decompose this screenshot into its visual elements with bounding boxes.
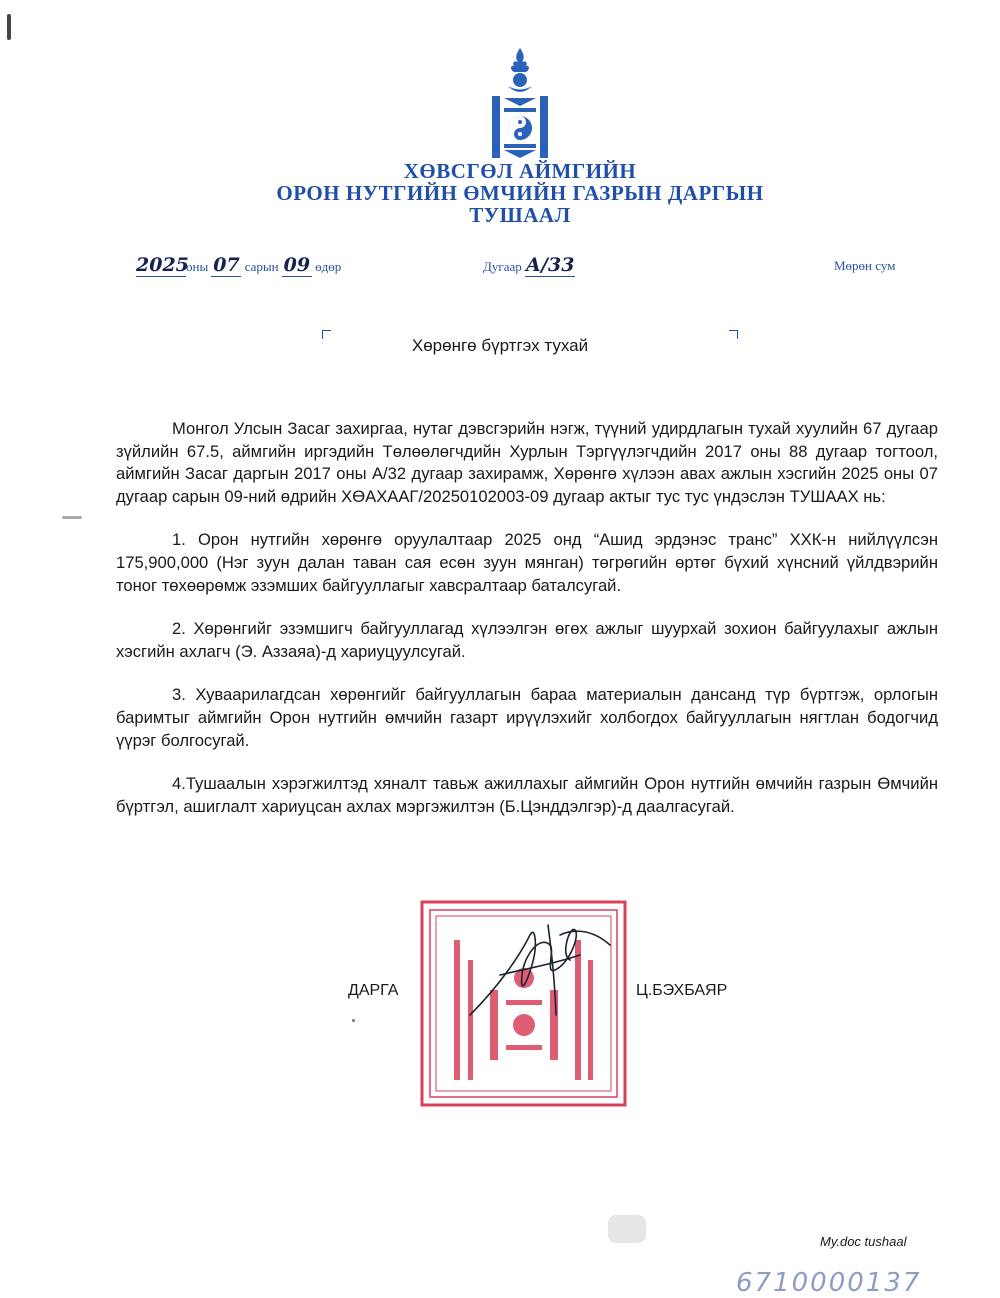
paragraph-item-3: 3. Хуваарилагдсан хөрөнгийг байгууллагын бараа материалын дансанд түр бүртгэж, орлогын баримтыг аймгийн Орон нутгийн өмчийн газарт ирүүлэхийг холбогдох байгууллагын нягтлан бодогчид үүрэг болгосугай.	[116, 685, 938, 750]
paragraph-item-1: 1. Орон нутгийн хөрөнгө оруулалтаар 2025 онд “Ашид эрдэнэс транс” ХХК-н нийлүүлсэн 175,900,000 (Нэг зуун далан таван сая есөн зуун мянган) төгрөгийн өртөг бүхий хүнсний үйлдвэрийн тоног төхөөрөмж эзэмших байгууллагыг хавсралтаар баталсугай.	[116, 530, 938, 595]
signatory-name: Ц.БЭХБАЯР	[636, 982, 728, 999]
scan-smudge	[608, 1215, 646, 1243]
date-month: 07	[213, 254, 240, 276]
date-month-label: сарын	[244, 259, 279, 274]
date-year: 2025	[136, 254, 189, 276]
date-day-label: өдөр	[315, 259, 342, 274]
soyombo-emblem-icon	[488, 46, 552, 162]
paragraph-preamble: Монгол Улсын Засаг захиргаа, нутаг дэвсгэрийн нэгж, түүний удирдлагын тухай хуулийн 67 дугаар зүйлийн 67.5, аймгийн иргэдийн Төлөөлөгчдийн Хурлын Тэргүүлэгчдийн 2017 оны 88 дугаар тогтоол, аймгийн Засаг даргын 2017 оны А/32 дугаар захирамж, Хөрөнгө хүлээн авах ажлын хэсгийн 2025 оны 07 дугаар сарын 09-ний өдрийн ХӨАХААГ/20250102003-09 дугаар актыг тус тус үндэслэн ТУШААХ нь:	[116, 419, 938, 506]
paragraph-item-2: 2. Хөрөнгийг эзэмшигч байгууллагад хүлээлгэн өгөх ажлыг шуурхай зохион байгуулахыг ажлын хэсгийн ахлагч (Э. Аззаяа)-д хариуцуулсугай.	[116, 619, 938, 661]
scan-mark	[7, 14, 11, 40]
issue-date	[136, 254, 341, 277]
header-line-2: ОРОН НУТГИЙН ӨМЧИЙН ГАЗРЫН ДАРГЫН	[276, 181, 764, 205]
number-label: Дугаар	[483, 259, 522, 274]
place: Мөрөн сум	[834, 258, 896, 273]
header-line-3: ТУШААЛ	[469, 203, 571, 227]
document-body	[116, 418, 938, 839]
header-line-1: ХӨВСГӨЛ АЙМГИЙН	[403, 159, 637, 183]
document-number	[483, 254, 575, 277]
serial-number: 6710000137	[736, 1268, 922, 1298]
scan-speck	[62, 516, 82, 519]
document-header	[0, 160, 1000, 226]
date-year-label: оны	[186, 259, 209, 274]
handwritten-signature	[460, 915, 620, 1025]
number-value: А/33	[525, 254, 575, 276]
scan-speck	[352, 1019, 355, 1022]
signatory-title: ДАРГА	[348, 982, 399, 999]
date-day: 09	[283, 254, 311, 276]
paragraph-item-4: 4.Тушаалын хэрэгжилтэд хяналт тавьж ажиллахыг аймгийн Орон нутгийн өмчийн газрын Өмчийн бүртгэл, ашиглалт хариуцсан ахлах мэргэжилтэн (Б.Цэнддэлгэр)-д даалгасугай.	[116, 774, 938, 816]
date-line	[0, 250, 1000, 280]
document-subject: Хөрөнгө бүртгэх тухай	[411, 336, 589, 355]
document-reference: My.doc tushaal	[820, 1234, 907, 1249]
